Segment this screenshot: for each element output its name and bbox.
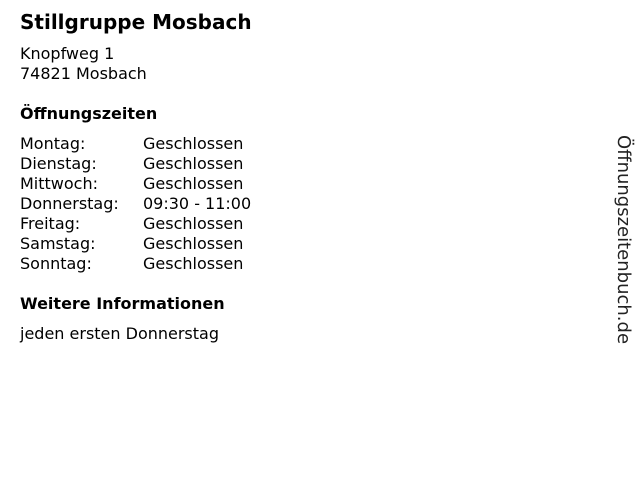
hours-day: Donnerstag: [20,194,119,213]
hours-time: Geschlossen [143,154,244,173]
hours-day: Montag: [20,134,86,153]
hours-row-monday [20,134,251,154]
hours-time: Geschlossen [143,214,244,233]
hours-row-friday [20,214,251,234]
hours-row-sunday [20,254,251,274]
address-city: 74821 Mosbach [20,64,147,83]
hours-day: Dienstag: [20,154,97,173]
address-street: Knopfweg 1 [20,44,115,63]
hours-day: Samstag: [20,234,96,253]
hours-time: Geschlossen [143,134,244,153]
hours-row-tuesday [20,154,251,174]
hours-time: Geschlossen [143,174,244,193]
hours-day: Mittwoch: [20,174,98,193]
opening-hours-table [20,134,251,274]
hours-row-wednesday [20,174,251,194]
hours-day: Sonntag: [20,254,92,273]
more-info-heading: Weitere Informationen [20,294,225,313]
hours-time: 09:30 - 11:00 [143,194,252,213]
more-info-text: jeden ersten Donnerstag [20,324,219,343]
address-block [20,44,147,84]
hours-row-thursday [20,194,251,214]
hours-time: Geschlossen [143,234,244,253]
hours-time: Geschlossen [143,254,244,273]
brand-watermark: Öffnungszeitenbuch.de [613,135,634,345]
hours-day: Freitag: [20,214,81,233]
opening-hours-heading: Öffnungszeiten [20,104,158,123]
page-title: Stillgruppe Mosbach [20,10,252,34]
hours-row-saturday [20,234,251,254]
